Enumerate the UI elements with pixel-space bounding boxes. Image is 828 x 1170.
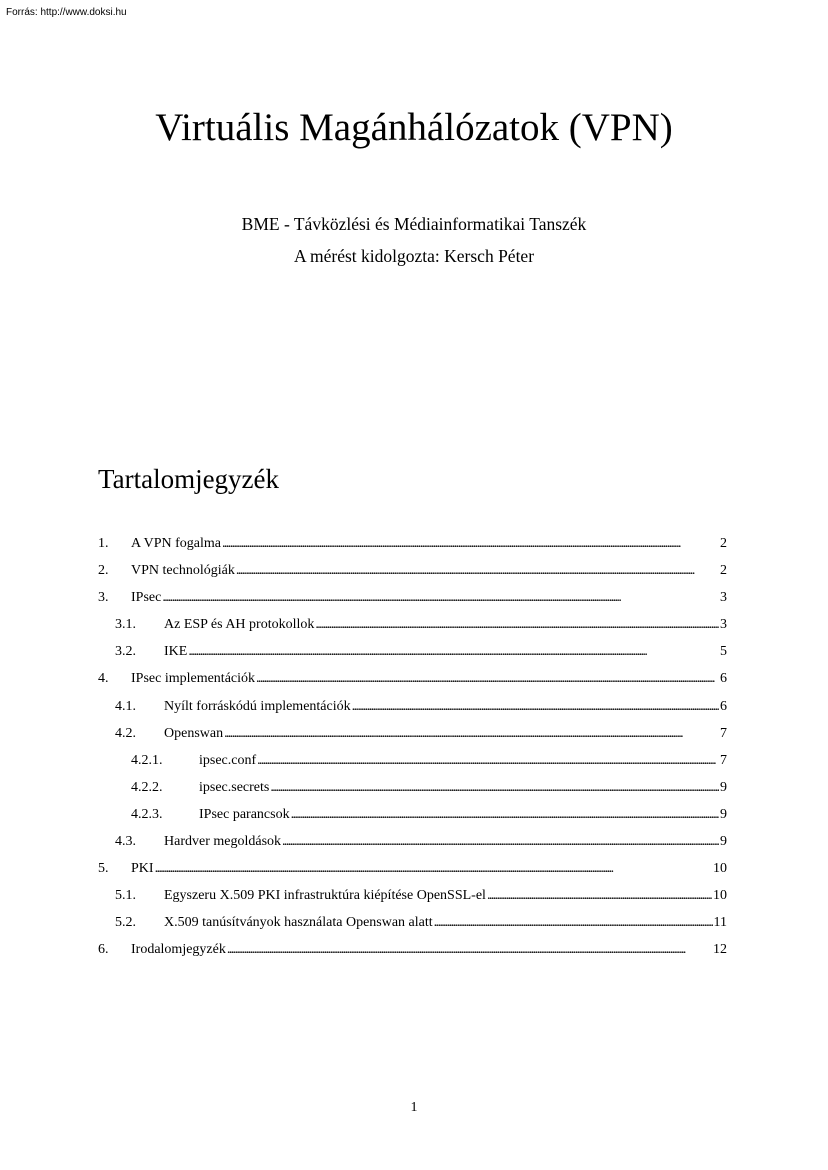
toc-entry[interactable] bbox=[98, 936, 727, 963]
toc-entry-page: 7 bbox=[720, 725, 727, 741]
toc-dot-leader bbox=[222, 530, 719, 557]
toc-dot-leader bbox=[352, 693, 719, 720]
toc-entry-label: Egyszeru X.509 PKI infrastruktúra kiépítése OpenSSL-el bbox=[164, 888, 486, 904]
toc-entry[interactable] bbox=[98, 801, 727, 828]
toc-entry-page: 6 bbox=[720, 671, 727, 687]
toc-entry[interactable] bbox=[98, 530, 727, 557]
toc-entry-page: 3 bbox=[720, 617, 727, 633]
toc-entry-label: X.509 tanúsítványok használata Openswan alatt bbox=[164, 915, 433, 931]
page-number: 1 bbox=[410, 1100, 418, 1115]
toc-entry-number: 3.2. bbox=[115, 644, 136, 660]
toc-entry-page: 12 bbox=[713, 942, 727, 958]
toc-entry-page: 5 bbox=[720, 644, 727, 660]
toc-dot-leader bbox=[188, 638, 719, 665]
toc-entry-label: ipsec.conf bbox=[199, 752, 257, 768]
toc-entry-number: 4.3. bbox=[115, 834, 136, 850]
toc-entry[interactable] bbox=[98, 638, 727, 665]
toc-entry[interactable] bbox=[98, 882, 727, 909]
toc-entry-page: 2 bbox=[720, 563, 727, 579]
toc-entry-label: IKE bbox=[164, 644, 188, 660]
toc-entry-label: IPsec implementációk bbox=[131, 671, 256, 687]
toc-entry[interactable] bbox=[98, 747, 727, 774]
toc-entry-page: 11 bbox=[713, 915, 727, 931]
toc-entry[interactable] bbox=[98, 774, 727, 801]
toc-entry[interactable] bbox=[98, 693, 727, 720]
toc-dot-leader bbox=[282, 828, 719, 855]
toc-entry-page: 9 bbox=[720, 779, 727, 795]
toc-entry[interactable] bbox=[98, 611, 727, 638]
toc-dot-leader bbox=[162, 584, 719, 611]
toc-dot-leader bbox=[224, 720, 719, 747]
toc-dot-leader bbox=[155, 855, 712, 882]
toc-entry-number: 4.2.2. bbox=[131, 779, 163, 795]
toc-entry-page: 6 bbox=[720, 698, 727, 714]
toc-entry[interactable] bbox=[98, 828, 727, 855]
toc-entry-number: 2. bbox=[98, 563, 109, 579]
toc-dot-leader bbox=[434, 909, 713, 936]
toc-entry[interactable] bbox=[98, 557, 727, 584]
toc-entry-number: 4. bbox=[98, 671, 109, 687]
document-title: Virtuális Magánhálózatok (VPN) bbox=[155, 106, 673, 149]
toc-dot-leader bbox=[315, 611, 719, 638]
toc-entry-label: Openswan bbox=[164, 725, 224, 741]
table-of-contents bbox=[98, 530, 727, 964]
toc-entry-number: 5.2. bbox=[115, 915, 136, 931]
toc-entry-number: 5. bbox=[98, 861, 109, 877]
toc-entry[interactable] bbox=[98, 665, 727, 692]
toc-heading: Tartalomjegyzék bbox=[98, 464, 280, 494]
toc-entry-number: 4.2.1. bbox=[131, 752, 163, 768]
toc-entry-label: ipsec.secrets bbox=[199, 779, 270, 795]
toc-dot-leader bbox=[270, 774, 719, 801]
department-line: BME - Távközlési és Médiainformatikai Tanszék bbox=[241, 214, 587, 234]
toc-entry[interactable] bbox=[98, 584, 727, 611]
toc-entry-page: 9 bbox=[720, 806, 727, 822]
toc-entry-number: 3. bbox=[98, 590, 109, 606]
toc-entry-label: IPsec bbox=[131, 590, 162, 606]
toc-dot-leader bbox=[291, 801, 719, 828]
toc-entry-page: 2 bbox=[720, 536, 727, 551]
toc-entry-number: 4.1. bbox=[115, 698, 136, 714]
toc-entry-number: 6. bbox=[98, 942, 109, 958]
toc-dot-leader bbox=[257, 747, 719, 774]
toc-entry-number: 3.1. bbox=[115, 617, 136, 633]
toc-entry-label: Az ESP és AH protokollok bbox=[164, 617, 315, 633]
toc-dot-leader bbox=[236, 557, 719, 584]
toc-entry-page: 10 bbox=[713, 888, 727, 904]
toc-entry-page: 10 bbox=[713, 861, 727, 877]
toc-entry-number: 1. bbox=[98, 536, 109, 551]
toc-entry-label: VPN technológiák bbox=[131, 563, 235, 579]
author-line: A mérést kidolgozta: Kersch Péter bbox=[293, 246, 535, 266]
toc-entry-page: 7 bbox=[720, 752, 727, 768]
toc-entry-number: 5.1. bbox=[115, 888, 136, 904]
toc-entry[interactable] bbox=[98, 720, 727, 747]
toc-dot-leader bbox=[227, 936, 712, 963]
toc-entry-page: 9 bbox=[720, 834, 727, 850]
toc-entry-label: Nyílt forráskódú implementációk bbox=[164, 698, 351, 714]
toc-dot-leader bbox=[256, 665, 719, 692]
toc-entry-number: 4.2. bbox=[115, 725, 136, 741]
toc-entry-page: 3 bbox=[720, 590, 727, 606]
toc-entry[interactable] bbox=[98, 909, 727, 936]
toc-entry-label: IPsec parancsok bbox=[199, 806, 290, 822]
toc-entry-label: A VPN fogalma bbox=[131, 536, 221, 551]
toc-entry-label: Hardver megoldások bbox=[164, 834, 282, 850]
toc-dot-leader bbox=[487, 882, 712, 909]
source-label: Forrás: http://www.doksi.hu bbox=[6, 7, 127, 18]
toc-entry-label: Irodalomjegyzék bbox=[131, 942, 226, 958]
toc-entry[interactable] bbox=[98, 855, 727, 882]
toc-entry-label: PKI bbox=[131, 861, 154, 877]
toc-entry-number: 4.2.3. bbox=[131, 806, 163, 822]
